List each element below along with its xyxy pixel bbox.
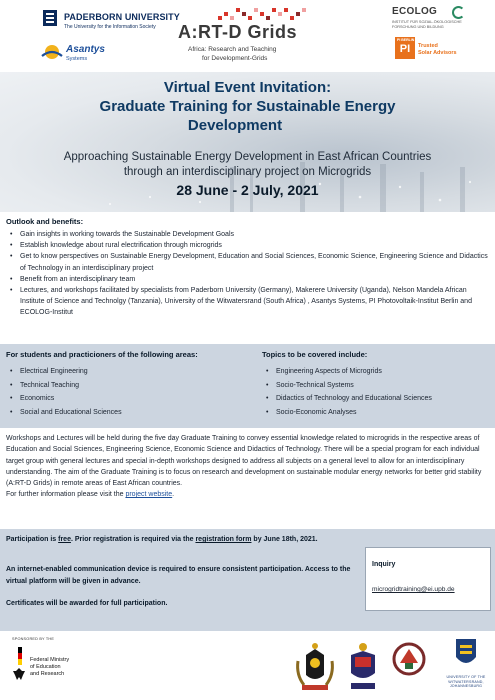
paderborn-crest-icon bbox=[40, 8, 60, 28]
workshops-text: Workshops and Lectures will be held during the five day Graduate Training to convey essential knowledge related to microgrids in the respective areas of Education and Social Sciences, Engineering Science, Economic Science and Didactics of Technology. There will be a special program for each individual target group with general lectures and special in-depth workshops designed to address all subjects on a general level to allow for an interdisciplinary understanding. The aim of the Graduate Training is to focus on research and development on sustainable modular energy networks for better grid stability (A:RT-D Grids) in remote areas of East African countries. bbox=[6, 435, 482, 488]
artd-grids-logo bbox=[178, 6, 308, 68]
uganda-coat-of-arms-icon bbox=[294, 641, 336, 695]
asantys-sun-icon bbox=[40, 40, 64, 64]
list-item: • Electrical Engineering bbox=[6, 365, 256, 379]
topics-list bbox=[262, 365, 492, 419]
list-item: • Lectures, and workshops facilitated by specialists from Paderborn University (Germany), Makerere University (Uganda), Nelson Mandela African Institute of Science and Technolgy (Tanzania), University of the Witwatersrand (South Africa) , Asantys Systems, PI Photovoltaik-Institut Berlin and ECOLOG-Institut bbox=[6, 285, 490, 319]
list-item: • Socio-Economic Analyses bbox=[262, 406, 492, 420]
header-logos bbox=[0, 0, 495, 72]
list-item: • Gain insights in working towards the Sustainable Development Goals bbox=[6, 229, 490, 240]
sponsored-by-label: SPONSORED BY THE bbox=[12, 637, 55, 641]
audience-heading: For students and practicioners of the following areas: bbox=[6, 350, 198, 359]
registration-note bbox=[6, 534, 361, 546]
wits-line-2: WITWATERSRAND, bbox=[448, 679, 484, 684]
more-info-suffix: . bbox=[172, 491, 175, 499]
list-item: • Economics bbox=[6, 392, 256, 406]
wits-name bbox=[438, 675, 494, 689]
list-item: • Technical Teaching bbox=[6, 379, 256, 393]
ecolog-ring-icon bbox=[452, 6, 465, 19]
pi-berlin-logo bbox=[395, 37, 475, 67]
artd-title: A:RT-D Grids bbox=[178, 22, 298, 42]
makerere-university-crest-icon bbox=[345, 641, 381, 695]
ecolog-name: ECOLOG bbox=[392, 6, 438, 17]
list-item: • Establish knowledge about rural electrification through microgrids bbox=[6, 240, 490, 251]
nm-aist-logo-icon bbox=[392, 639, 426, 679]
workshops-section bbox=[0, 428, 495, 529]
wits-line-1: UNIVERSITY OF THE bbox=[446, 675, 486, 679]
outlook-list bbox=[6, 229, 490, 319]
list-item: • Engineering Aspects of Microgrids bbox=[262, 365, 492, 379]
list-item: • Socio-Technical Systems bbox=[262, 379, 492, 393]
project-website-link[interactable]: project website bbox=[125, 491, 173, 499]
paderborn-university-logo bbox=[40, 6, 180, 36]
audience-list bbox=[6, 365, 256, 419]
event-dates: 28 June - 2 July, 2021 bbox=[176, 182, 319, 198]
hero-title-line-1: Virtual Event Invitation: bbox=[163, 79, 332, 96]
asantys-name: Asantys bbox=[66, 44, 105, 55]
more-info-prefix: For further information please visit the bbox=[6, 491, 126, 499]
artd-subtitle-1: Africa: Research and Teaching bbox=[188, 46, 277, 53]
hero-banner bbox=[0, 72, 495, 212]
device-requirement-note: An internet-enabled communication device is required to ensure consistent participation. Access to the virtual platform will be given in advance. bbox=[6, 566, 351, 585]
hero-subtitle-line-2: through an interdisciplinary project on Microgrids bbox=[123, 166, 372, 178]
outlook-heading: Outlook and benefits: bbox=[6, 217, 84, 226]
wits-line-3: JOHANNESBURG bbox=[449, 684, 483, 689]
pi-tagline-2: Solar Advisors bbox=[418, 50, 457, 56]
pi-mark-label: PI bbox=[399, 43, 411, 55]
list-item: • Benefit from an interdisciplinary team bbox=[6, 274, 490, 285]
artd-subtitle-2: for Development-Grids bbox=[202, 55, 268, 62]
list-item: • Didactics of Technology and Educational Sciences bbox=[262, 392, 492, 406]
hero-title-line-3: Development bbox=[187, 117, 283, 134]
list-item: • Get to know perspectives on Sustainable Energy Development, Education and Social Sciences, Economic Science, Engineering Science and Didactics of Technology in an interdisciplinary project bbox=[6, 251, 490, 273]
hero-subtitle-line-1: Approaching Sustainable Energy Development in East African Countries bbox=[63, 151, 432, 163]
participation-text-c: by June 18th, 2021. bbox=[251, 536, 318, 543]
participation-section bbox=[0, 529, 495, 631]
bmbf-line-3: and Research bbox=[30, 670, 65, 677]
topics-heading: Topics to be covered include: bbox=[262, 350, 368, 359]
eagle-icon bbox=[12, 667, 26, 681]
registration-form-link[interactable]: registration form bbox=[195, 536, 252, 543]
certificate-note: Certificates will be awarded for full participation. bbox=[6, 600, 168, 607]
footer-sponsors bbox=[0, 631, 495, 700]
artd-dots-icon bbox=[218, 6, 308, 22]
outlook-section bbox=[0, 212, 495, 344]
paderborn-name: PADERBORN UNIVERSITY bbox=[64, 12, 180, 22]
participation-text-a: Participation is bbox=[6, 536, 59, 543]
hero-title-line-2: Graduate Training for Sustainable Energy bbox=[99, 98, 396, 115]
inquiry-box bbox=[365, 547, 491, 611]
pi-small-label: PI BERLIN bbox=[397, 38, 415, 42]
ecolog-tagline: INSTITUT FÜR SOZIAL-ÖKOLOGISCHE FORSCHUNG UND BILDUNG bbox=[392, 20, 462, 29]
wits-university-logo bbox=[438, 637, 494, 697]
pi-mark-icon bbox=[395, 37, 415, 59]
bmbf-line-2: of Education bbox=[30, 663, 61, 670]
asantys-sub: Systems bbox=[66, 56, 88, 62]
free-label: free bbox=[58, 536, 71, 543]
ecolog-logo bbox=[390, 6, 470, 36]
inquiry-email-link[interactable]: microgridtraining@ei.upb.de bbox=[372, 586, 455, 593]
participation-text-b: . Prior registration is required via the bbox=[70, 536, 196, 543]
bmbf-line-1: Federal Ministry bbox=[30, 657, 70, 663]
bmbf-logo bbox=[10, 645, 90, 693]
workshops-paragraph bbox=[6, 433, 492, 501]
list-item: • Social and Educational Sciences bbox=[6, 406, 256, 420]
audience-topics-section bbox=[0, 344, 495, 428]
bmbf-name bbox=[30, 657, 69, 677]
asantys-logo bbox=[40, 40, 120, 66]
german-flag-icon bbox=[18, 647, 22, 665]
paderborn-tagline: The University for the Information Society bbox=[64, 24, 156, 30]
audience-column bbox=[6, 350, 256, 419]
topics-column bbox=[262, 350, 492, 419]
wits-shield-icon bbox=[454, 637, 478, 673]
inquiry-heading: Inquiry bbox=[372, 561, 396, 568]
pi-tagline-1: Trusted bbox=[418, 43, 438, 49]
